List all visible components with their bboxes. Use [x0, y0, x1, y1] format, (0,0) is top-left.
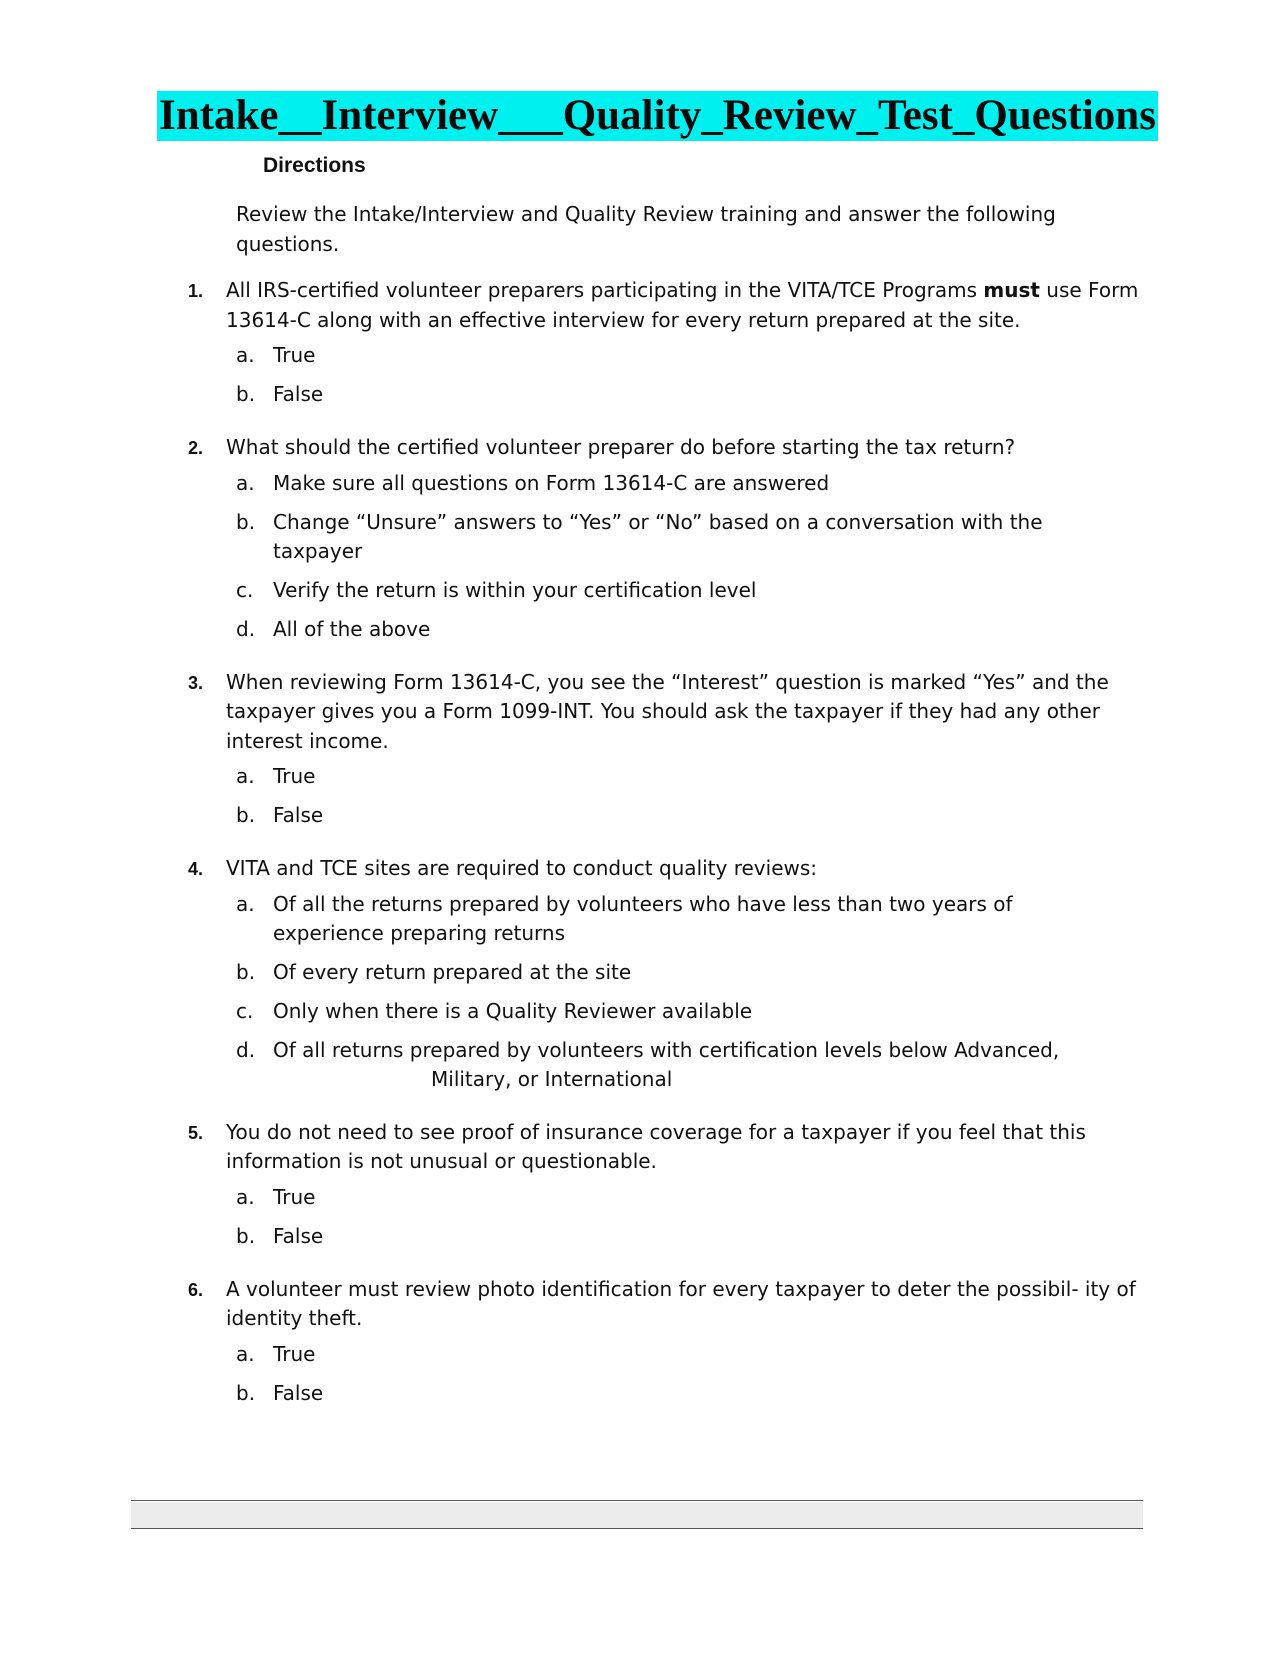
option-letter: a. [236, 470, 255, 495]
option-text-line: Military, or International [431, 1066, 673, 1091]
question-5 [0, 1118, 1280, 1251]
option-text-line: Of all returns prepared by volunteers with certification levels below Advanced, [273, 1037, 1060, 1062]
option-text: Of all the returns prepared by volunteers who have less than two years of experience preparing returns [273, 891, 1013, 945]
option-letter: d. [236, 1037, 256, 1062]
directions-text: Review the Intake/Interview and Quality Review training and answer the following questions. [236, 202, 1056, 256]
question-text: When reviewing Form 13614-C, you see the “Interest” question is marked “Yes” and the taxpayer gives you a Form 1099-INT. You should ask the taxpayer if they had any other interest income. [226, 669, 1109, 753]
question-4 [0, 854, 1280, 1094]
question-number: 3. [188, 672, 204, 693]
answer-option[interactable] [0, 801, 1280, 830]
option-text: True [273, 343, 316, 367]
answer-option[interactable] [0, 1379, 1280, 1408]
option-letter: b. [236, 1380, 256, 1405]
answer-option[interactable] [0, 762, 1280, 791]
answer-options [0, 890, 1280, 1094]
document-title: Intake__Interview___Quality_Review_Test_Questions [159, 92, 1156, 139]
question-text-emphasis: must [983, 278, 1040, 302]
answer-option[interactable] [0, 1036, 1280, 1094]
option-text: True [273, 1341, 316, 1366]
option-text: Make sure all questions on Form 13614-C are answered [273, 470, 830, 495]
answer-options [0, 762, 1280, 830]
answer-option[interactable] [0, 997, 1280, 1026]
question-1 [0, 276, 1280, 409]
answer-option[interactable] [0, 380, 1280, 409]
answer-options [0, 1183, 1280, 1251]
answer-options [0, 341, 1280, 409]
question-3 [0, 668, 1280, 831]
option-letter: b. [236, 959, 256, 984]
option-letter: a. [236, 891, 255, 916]
option-letter: a. [236, 343, 255, 367]
option-text: Change “Unsure” answers to “Yes” or “No” based on a conversation with the taxpayer [273, 509, 1043, 563]
option-letter: a. [236, 1184, 255, 1209]
option-letter: b. [236, 382, 256, 406]
answer-options [0, 1340, 1280, 1408]
answer-option[interactable] [0, 469, 1280, 498]
question-list [0, 276, 1280, 1432]
answer-option[interactable] [0, 1222, 1280, 1251]
option-text [273, 1036, 1103, 1094]
option-text: False [273, 1380, 324, 1405]
option-letter: a. [236, 764, 255, 788]
footer-band [131, 1502, 1143, 1529]
option-letter: b. [236, 1223, 256, 1248]
answer-options [0, 469, 1280, 644]
question-text: What should the certified volunteer preparer do before starting the tax return? [226, 435, 1016, 459]
question-text: A volunteer must review photo identification for every taxpayer to deter the possibil- ity of identity theft. [226, 1276, 1136, 1330]
option-text: False [273, 382, 324, 406]
question-number: 6. [188, 1279, 204, 1300]
option-letter: c. [236, 577, 254, 602]
question-number: 1. [188, 281, 204, 301]
question-text: You do not need to see proof of insurance coverage for a taxpayer if you feel that this information is not unusual or questionable. [226, 1119, 1086, 1173]
question-text-part: use Form 13614-C along with an effective interview for every return prepared at the site. [226, 278, 1139, 332]
option-text: True [273, 1184, 316, 1209]
option-letter: a. [236, 1341, 255, 1366]
option-text: Only when there is a Quality Reviewer available [273, 998, 753, 1023]
answer-option[interactable] [0, 341, 1280, 370]
option-text: False [273, 803, 324, 827]
option-letter: b. [236, 509, 256, 534]
question-text: VITA and TCE sites are required to conduct quality reviews: [226, 856, 818, 880]
answer-option[interactable] [0, 508, 1280, 566]
option-text: True [273, 764, 316, 788]
question-number: 2. [188, 438, 204, 458]
answer-option[interactable] [0, 1340, 1280, 1369]
option-text: All of the above [273, 616, 431, 641]
option-text: Of every return prepared at the site [273, 959, 632, 984]
answer-option[interactable] [0, 1183, 1280, 1212]
option-text: False [273, 1223, 324, 1248]
answer-option[interactable] [0, 890, 1280, 948]
option-text: Verify the return is within your certification level [273, 577, 757, 602]
question-number: 5. [188, 1122, 204, 1143]
option-letter: b. [236, 803, 256, 827]
answer-option[interactable] [0, 576, 1280, 605]
answer-option[interactable] [0, 615, 1280, 644]
directions-heading: Directions [263, 154, 366, 177]
option-letter: d. [236, 616, 256, 641]
answer-option[interactable] [0, 958, 1280, 987]
question-2 [0, 433, 1280, 644]
question-number: 4. [188, 859, 204, 879]
title-highlight [157, 91, 1158, 141]
option-letter: c. [236, 998, 254, 1023]
question-text-part: All IRS-certified volunteer preparers participating in the VITA/TCE Programs [226, 278, 984, 302]
question-6 [0, 1275, 1280, 1408]
footer-divider [131, 1500, 1143, 1501]
question-text [226, 276, 1156, 335]
